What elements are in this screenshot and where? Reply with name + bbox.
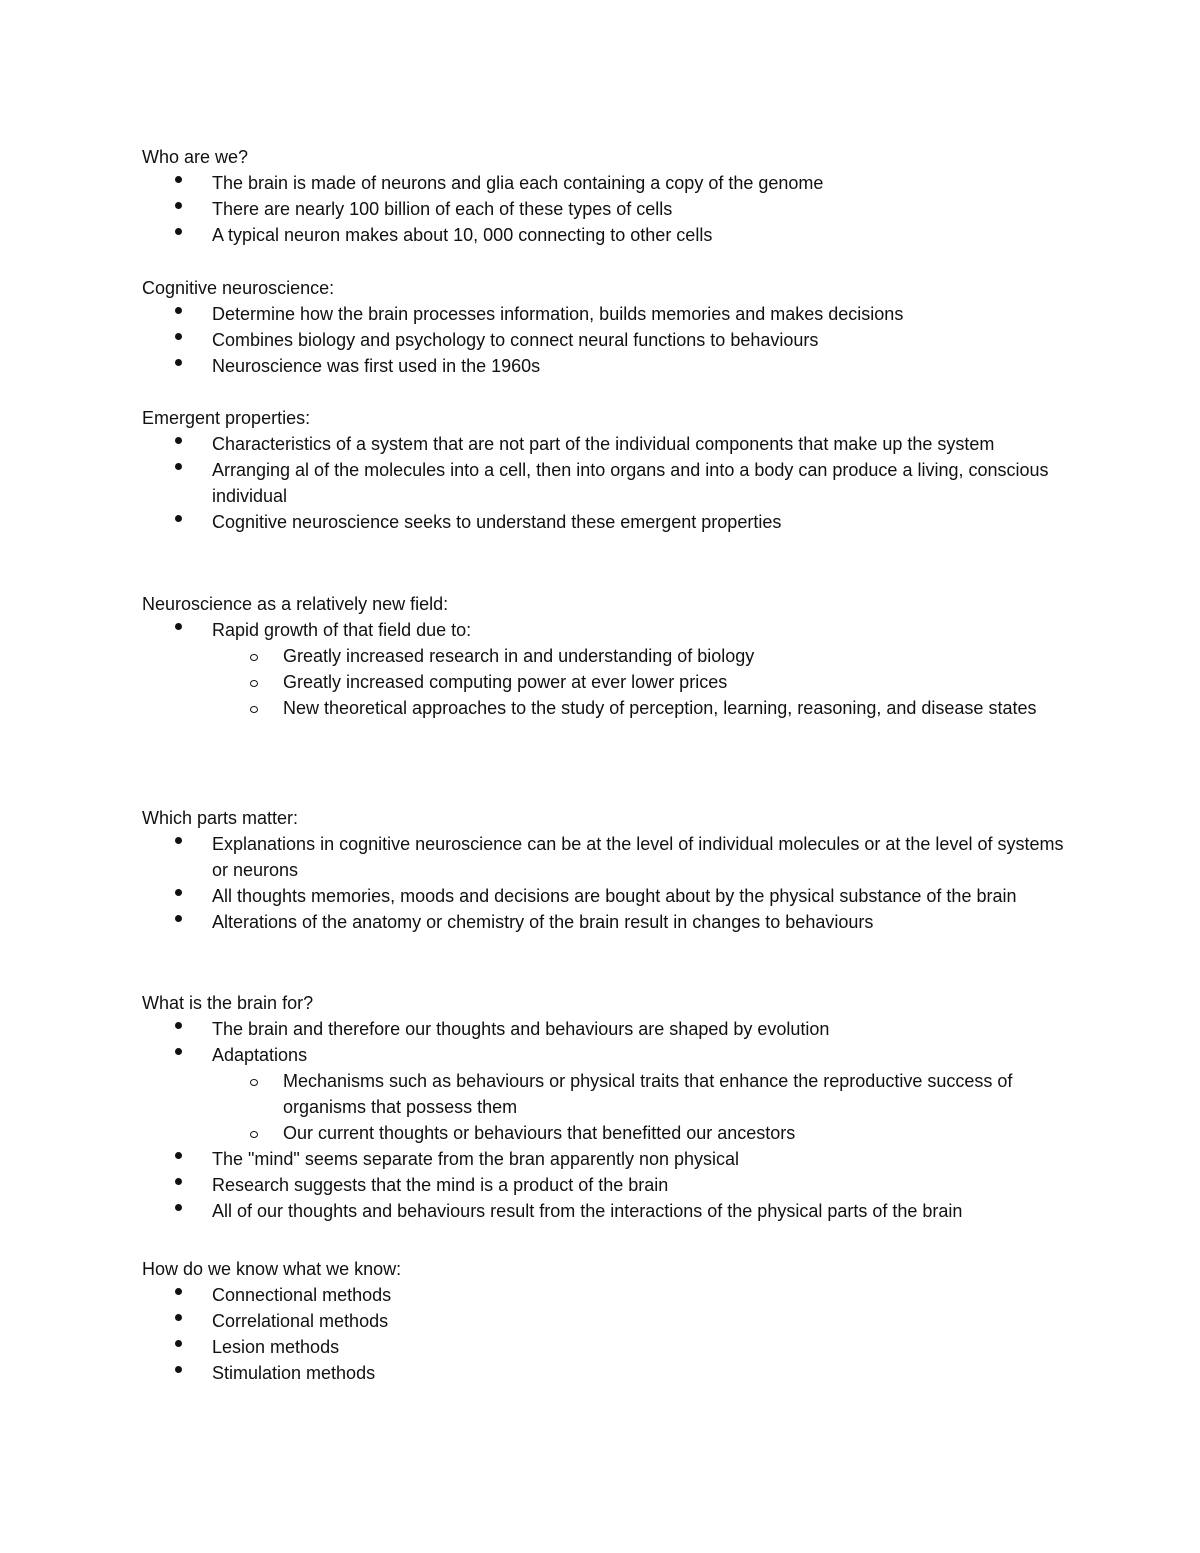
- bullet-icon: [175, 307, 182, 314]
- circle-bullet-icon: [250, 1131, 258, 1138]
- sub-bullet-item: [142, 695, 1072, 721]
- section-heading: How do we know what we know:: [142, 1259, 402, 1279]
- section-heading: Which parts matter:: [142, 808, 299, 828]
- sub-bullet-item: [142, 669, 1072, 695]
- bullet-item: [142, 222, 1072, 248]
- bullet-text: Rapid growth of that field due to:: [212, 620, 472, 640]
- bullet-item: [142, 509, 1072, 535]
- bullet-item: [142, 1146, 1072, 1172]
- bullet-item: [142, 170, 1072, 196]
- bullet-item: [142, 1360, 1072, 1386]
- bullet-icon: [175, 1048, 182, 1055]
- sub-bullet-text: New theoretical approaches to the study of perception, learning, reasoning, and disease states: [283, 698, 1037, 718]
- bullet-item: [142, 831, 1072, 883]
- bullet-text: The brain and therefore our thoughts and behaviours are shaped by evolution: [212, 1019, 830, 1039]
- section-neuroscience-new-field: [142, 591, 1072, 721]
- bullet-text: The "mind" seems separate from the bran apparently non physical: [212, 1149, 740, 1169]
- bullet-icon: [175, 228, 182, 235]
- bullet-text: Alterations of the anatomy or chemistry of the brain result in changes to behaviours: [212, 912, 874, 932]
- bullet-icon: [175, 202, 182, 209]
- bullet-icon: [175, 915, 182, 922]
- bullet-icon: [175, 1340, 182, 1347]
- bullet-item: [142, 1042, 1072, 1068]
- bullet-icon: [175, 333, 182, 340]
- bullet-text: Determine how the brain processes information, builds memories and makes decisions: [212, 304, 904, 324]
- bullet-icon: [175, 515, 182, 522]
- bullet-text: Characteristics of a system that are not part of the individual components that make up the system: [212, 434, 995, 454]
- bullet-item: [142, 196, 1072, 222]
- bullet-text: All thoughts memories, moods and decisions are bought about by the physical substance of the brain: [212, 886, 1017, 906]
- bullet-text: The brain is made of neurons and glia each containing a copy of the genome: [212, 173, 824, 193]
- bullet-item: [142, 1308, 1072, 1334]
- section-which-parts-matter: [142, 805, 1072, 935]
- circle-bullet-icon: [250, 706, 258, 713]
- bullet-item: [142, 1172, 1072, 1198]
- sub-bullet-text: Our current thoughts or behaviours that benefitted our ancestors: [283, 1123, 796, 1143]
- bullet-item: [142, 353, 1072, 379]
- bullet-text: Arranging al of the molecules into a cell, then into organs and into a body can produce a living, conscious individual: [212, 460, 1049, 506]
- circle-bullet-icon: [250, 1079, 258, 1086]
- section-heading: What is the brain for?: [142, 993, 314, 1013]
- section-how-do-we-know: [142, 1256, 1072, 1386]
- section-who-are-we: [142, 144, 1072, 248]
- circle-bullet-icon: [250, 680, 258, 687]
- bullet-item: [142, 327, 1072, 353]
- bullet-text: There are nearly 100 billion of each of these types of cells: [212, 199, 673, 219]
- sub-bullet-text: Greatly increased research in and understanding of biology: [283, 646, 755, 666]
- bullet-item: [142, 1198, 1072, 1224]
- bullet-icon: [175, 1288, 182, 1295]
- bullet-icon: [175, 463, 182, 470]
- bullet-icon: [175, 1204, 182, 1211]
- bullet-item: [142, 909, 1072, 935]
- bullet-text: Cognitive neuroscience seeks to understand these emergent properties: [212, 512, 782, 532]
- bullet-item: [142, 617, 1072, 643]
- bullet-text: A typical neuron makes about 10, 000 connecting to other cells: [212, 225, 713, 245]
- bullet-item: [142, 457, 1072, 509]
- section-heading: Neuroscience as a relatively new field:: [142, 594, 449, 614]
- bullet-text: Connectional methods: [212, 1285, 392, 1305]
- sub-bullet-item: [142, 1120, 1072, 1146]
- bullet-item: [142, 301, 1072, 327]
- sub-bullet-item: [142, 643, 1072, 669]
- sub-bullet-text: Greatly increased computing power at ever lower prices: [283, 672, 728, 692]
- bullet-text: Correlational methods: [212, 1311, 389, 1331]
- bullet-text: Combines biology and psychology to connect neural functions to behaviours: [212, 330, 819, 350]
- bullet-text: Research suggests that the mind is a product of the brain: [212, 1175, 669, 1195]
- bullet-icon: [175, 176, 182, 183]
- section-cognitive-neuroscience: [142, 275, 1072, 379]
- bullet-icon: [175, 837, 182, 844]
- sub-bullet-text: Mechanisms such as behaviours or physical traits that enhance the reproductive success of organisms that possess them: [283, 1071, 1013, 1117]
- section-heading: Who are we?: [142, 147, 249, 167]
- bullet-icon: [175, 1366, 182, 1373]
- bullet-icon: [175, 359, 182, 366]
- section-what-is-the-brain-for: [142, 990, 1072, 1224]
- bullet-text: Adaptations: [212, 1045, 308, 1065]
- bullet-icon: [175, 1152, 182, 1159]
- bullet-icon: [175, 1022, 182, 1029]
- bullet-icon: [175, 623, 182, 630]
- bullet-icon: [175, 889, 182, 896]
- section-emergent-properties: [142, 405, 1072, 535]
- bullet-text: Lesion methods: [212, 1337, 340, 1357]
- bullet-text: Neuroscience was first used in the 1960s: [212, 356, 541, 376]
- bullet-text: Explanations in cognitive neuroscience can be at the level of individual molecules or at the level of systems or neurons: [212, 834, 1064, 880]
- bullet-text: All of our thoughts and behaviours result from the interactions of the physical parts of the brain: [212, 1201, 963, 1221]
- bullet-item: [142, 883, 1072, 909]
- bullet-icon: [175, 1314, 182, 1321]
- circle-bullet-icon: [250, 654, 258, 661]
- section-heading: Emergent properties:: [142, 408, 311, 428]
- bullet-text: Stimulation methods: [212, 1363, 376, 1383]
- bullet-item: [142, 431, 1072, 457]
- sub-bullet-item: [142, 1068, 1072, 1120]
- section-heading: Cognitive neuroscience:: [142, 278, 335, 298]
- bullet-item: [142, 1016, 1072, 1042]
- bullet-icon: [175, 1178, 182, 1185]
- bullet-item: [142, 1282, 1072, 1308]
- bullet-item: [142, 1334, 1072, 1360]
- bullet-icon: [175, 437, 182, 444]
